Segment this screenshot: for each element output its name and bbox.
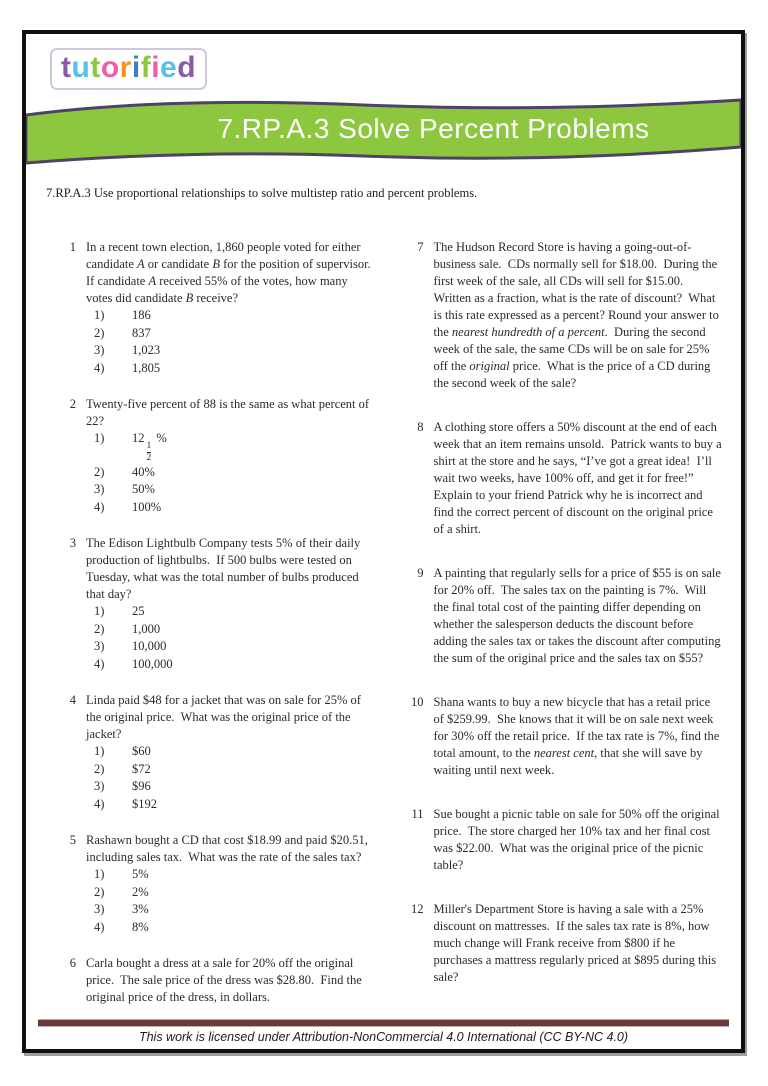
question-text (86, 239, 376, 307)
logo-letter: d (177, 51, 197, 84)
fraction-numerator: 1 (146, 441, 152, 451)
option-value: 100,000 (132, 656, 173, 671)
question-body (434, 565, 724, 667)
question-body (86, 832, 376, 936)
question-text-segment: Carla bought a dress at a sale for 20% off the original price. The sale price of the dress was $28.80. Find the original price of the dress, in dollars. (86, 956, 365, 1005)
question-3 (56, 535, 376, 673)
footer (38, 1019, 729, 1044)
question-text-segment: Twenty-five percent of 88 is the same as what percent of 22? (86, 397, 373, 428)
option-value: 5% (132, 867, 149, 882)
option-number: 3) (94, 482, 105, 497)
fraction (147, 442, 152, 464)
question-text-segment: In a recent town election, 1,860 people voted for either candidate (86, 240, 364, 271)
option-3 (94, 342, 376, 360)
option-value: 2% (132, 884, 149, 899)
page-title: 7.RP.A.3 Solve Percent Problems (217, 113, 650, 144)
option-value: 3% (132, 902, 149, 917)
question-text-segment: The Edison Lightbulb Company tests 5% of their daily production of lightbulbs. If 500 bulbs were tested on Tuesday, what was the total number of bulbs produced that day? (86, 536, 364, 602)
option-value: $72 (132, 761, 151, 776)
option-3 (94, 778, 376, 796)
question-text (434, 694, 724, 779)
option-value: $60 (132, 744, 151, 759)
option-number: 3) (94, 902, 105, 917)
question-8 (404, 419, 724, 538)
option-value: 186 (132, 308, 151, 322)
license-text: This work is licensed under Attribution-NonCommercial 4.0 International (CC BY-NC 4.0) (138, 1030, 629, 1044)
option-number: 2) (94, 464, 105, 479)
question-body (86, 239, 376, 377)
option-number: 3) (94, 343, 105, 357)
option-1 (94, 603, 376, 621)
questions-area (26, 201, 741, 1006)
question-text-segment: The Hudson Record Store is having a going-out-of-business sale. CDs normally sell for $18.00. During the first week of the sale, all CDs will sell for $15.00. Written as a fraction, what is the rate of discount? What is this rate expressed as a percent? Round your answer to the (433, 240, 722, 339)
option-number: 3) (94, 779, 105, 794)
option-2 (94, 761, 376, 779)
question-text-segment: . During the second week of the sale, the same CDs will be on sale for 25% off the (433, 325, 713, 373)
question-number: 6 (69, 956, 76, 971)
question-body (86, 396, 376, 516)
question-number: 9 (417, 566, 424, 580)
question-text-segment: Rashawn bought a CD that cost $18.99 and paid $20.51, including sales tax. What was the rate of the sales tax? (86, 833, 372, 865)
option-number: 4) (94, 919, 105, 934)
standard-description: 7.RP.A.3 Use proportional relationships to solve multistep ratio and percent problems. (46, 186, 478, 200)
question-12 (404, 901, 724, 986)
option-value: 40% (132, 464, 155, 479)
option-number: 4) (94, 656, 105, 671)
logo-letter: u (71, 51, 91, 84)
option-3 (94, 901, 376, 919)
question-body (434, 694, 724, 779)
question-text-italic: B (212, 257, 220, 271)
option-value: 8% (132, 919, 149, 934)
title-banner (26, 94, 741, 170)
question-number: 11 (411, 807, 424, 821)
fraction-denominator: 2 (146, 452, 152, 463)
option-value: 837 (132, 325, 151, 340)
question-text-segment: Sue bought a picnic table on sale for 50% off the original price. The store charged her 10% tax and her final cost was $22.00. What was the original price of the picnic table? (433, 807, 723, 872)
option-number: 2) (94, 621, 105, 636)
logo-letter: e (160, 51, 178, 84)
question-text (86, 692, 376, 743)
option-number: 4) (94, 360, 105, 375)
question-7 (404, 239, 724, 392)
option-number: 4) (94, 796, 105, 811)
option-1 (94, 743, 376, 761)
option-number: 1) (94, 604, 105, 619)
logo-letter: r (119, 51, 132, 84)
question-text-segment: receive? (193, 291, 239, 305)
question-text-segment: received 55% of the votes, how many votes did candidate (86, 274, 351, 305)
question-2 (56, 396, 376, 516)
logo-row (26, 34, 741, 90)
question-text (86, 535, 376, 603)
question-text-segment: , that she will save by waiting until next week. (433, 746, 706, 777)
option-value: 50% (132, 482, 155, 497)
question-number: 4 (69, 693, 76, 708)
question-text-segment: price. What is the price of a CD during the second week of the sale? (433, 359, 714, 390)
question-number: 10 (411, 695, 424, 709)
option-value: 1,805 (132, 360, 161, 375)
question-text (434, 806, 724, 874)
questions-column-right (404, 239, 724, 1006)
question-5 (56, 832, 376, 936)
question-text (434, 419, 724, 538)
logo-letter: i (131, 51, 141, 84)
option-value: $192 (132, 796, 157, 811)
question-body (86, 535, 376, 673)
question-number: 5 (69, 833, 76, 848)
option-4 (94, 499, 376, 517)
question-text-italic: nearest hundredth of a percent (451, 325, 605, 339)
question-number: 12 (411, 902, 424, 916)
question-number: 3 (69, 536, 76, 551)
logo-letter: o (100, 51, 120, 84)
question-body (86, 955, 376, 1006)
option-2 (94, 464, 376, 482)
option-number: 1) (94, 744, 105, 759)
option-number: 4) (94, 499, 105, 514)
option-number: 1) (94, 308, 105, 322)
question-number: 2 (69, 397, 76, 411)
option-1 (94, 866, 376, 884)
option-value: 25 (132, 604, 145, 619)
option-4 (94, 796, 376, 814)
question-number: 8 (417, 420, 424, 434)
option-1 (94, 430, 376, 464)
question-text-italic: A (148, 274, 157, 288)
question-body (86, 692, 376, 813)
option-2 (94, 884, 376, 902)
logo-letter: i (151, 51, 161, 84)
logo-letter: t (61, 51, 72, 84)
question-11 (404, 806, 724, 874)
question-6 (56, 955, 376, 1006)
question-text-italic: nearest cent (533, 746, 595, 760)
footer-divider-bar (38, 1019, 729, 1027)
option-value: $96 (132, 779, 151, 794)
option-2 (94, 621, 376, 639)
option-value: 12 $\frac{1}{2}$ % (132, 431, 167, 463)
option-number: 1) (94, 867, 105, 882)
option-4 (94, 360, 376, 378)
logo-letter: t (90, 51, 101, 84)
question-text-segment: Shana wants to buy a new bicycle that has a retail price of $259.99. She knows that it will be on sale next week for 30% off the retail price. If the tax rate is 7%, find the total amount, to the (433, 695, 723, 760)
option-value: 10,000 (132, 639, 167, 654)
option-number: 2) (94, 325, 105, 340)
option-1 (94, 307, 376, 325)
question-10 (404, 694, 724, 779)
question-number: 7 (417, 240, 424, 254)
question-text-segment: A painting that regularly sells for a price of $55 is on sale for 20% off. The sales tax on the painting is 7%. Will the final total cost of the painting differ depending on whether the salesperson deducts the discount before adding the sales tax or takes the discount after computing the sum of the original price and the sales tax on $55? (433, 566, 725, 665)
option-value: 1,000 (132, 621, 161, 636)
tutorified-logo (50, 48, 207, 90)
option-4 (94, 919, 376, 937)
question-9 (404, 565, 724, 667)
question-text-segment: Miller's Department Store is having a sale with a 25% discount on mattresses. If the sales tax rate is 8%, how much change will Frank receive from $800 if he purchases a mattress regularly priced at $895 during this sale? (433, 902, 720, 984)
option-number: 3) (94, 639, 105, 654)
question-number: 1 (69, 240, 76, 254)
question-4 (56, 692, 376, 813)
option-value: 100% (132, 499, 162, 514)
question-body (434, 419, 724, 538)
question-text-italic: A (137, 257, 145, 271)
question-text (86, 396, 376, 430)
question-1 (56, 239, 376, 377)
option-value: 1,023 (132, 343, 161, 357)
question-body (434, 901, 724, 986)
option-4 (94, 656, 376, 674)
question-text-segment: or candidate (144, 257, 213, 271)
question-text-segment: Linda paid $48 for a jacket that was on sale for 25% of the original price. What was the original price of the jacket? (86, 693, 365, 742)
question-text (434, 901, 724, 986)
question-text-segment: A clothing store offers a 50% discount at the end of each week that an item remains unsold. Patrick wants to buy a shirt at the store and he says, “I’ve got a great idea! I’ll wait two weeks, have 100% off, and get it for free!” Explain to your friend Patrick why he is incorrect and find the correct percent of discount on the original price of a shirt. (433, 420, 725, 536)
logo-letter: f (140, 51, 152, 84)
option-2 (94, 325, 376, 343)
option-3 (94, 638, 376, 656)
question-text (434, 239, 724, 392)
option-number: 2) (94, 884, 105, 899)
question-text (434, 565, 724, 667)
question-body (434, 239, 724, 392)
option-number: 2) (94, 761, 105, 776)
option-3 (94, 481, 376, 499)
questions-column-left (56, 239, 376, 1006)
worksheet-document (22, 30, 745, 1053)
question-text-segment: for the position of supervisor. If candidate (86, 257, 377, 288)
question-text (86, 832, 376, 866)
option-number: 1) (94, 431, 105, 445)
question-body (434, 806, 724, 874)
question-text-italic: B (185, 291, 194, 305)
question-text (86, 955, 376, 1006)
question-text-italic: original (469, 359, 510, 373)
